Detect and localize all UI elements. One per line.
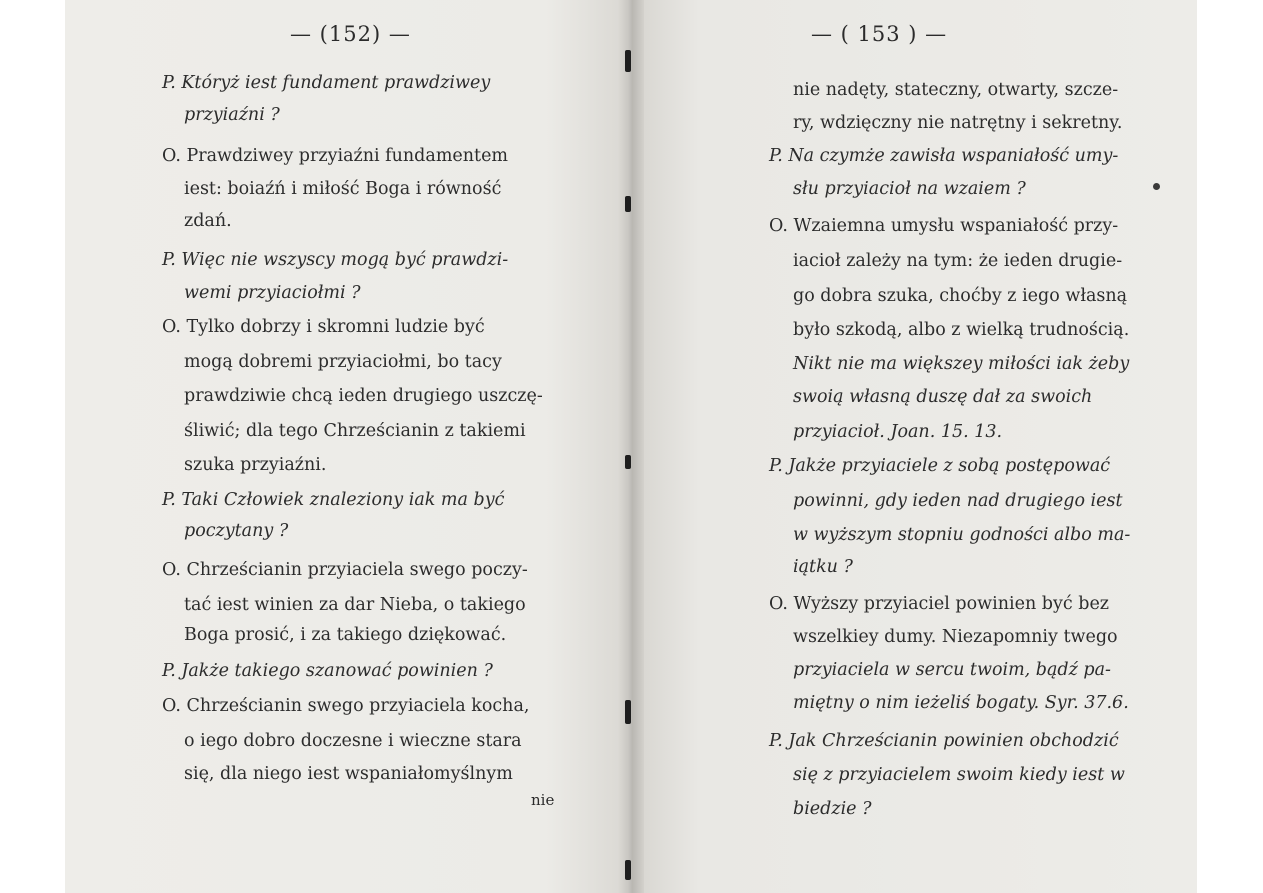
text-line: O. Chrześcianin przyiaciela swego poczy-	[162, 560, 528, 580]
text-line: miętny o nim ieżeliś bogaty. Syr. 37.6.	[793, 693, 1129, 713]
text-line: Nikt nie ma większey miłości iak żeby	[793, 354, 1130, 374]
catchword: nie	[531, 791, 555, 809]
book-gutter	[618, 0, 644, 893]
text-line: iest: boiaźń i miłość Boga i równość	[184, 179, 502, 199]
binding-thread	[625, 860, 631, 880]
text-line: P. Na czymże zawisła wspaniałość umy-	[769, 146, 1119, 166]
text-line: słu przyiacioł na wzaiem ?	[793, 179, 1026, 199]
text-line: ry, wdzięczny nie natrętny i sekretny.	[793, 113, 1123, 133]
text-line: nie nadęty, stateczny, otwarty, szcze-	[793, 80, 1119, 100]
text-line: się, dla niego iest wspaniałomyślnym	[184, 764, 513, 784]
text-line: swoią własną duszę dał za swoich	[793, 387, 1093, 407]
binding-thread	[625, 50, 631, 72]
text-line: przyiaźni ?	[184, 105, 280, 125]
text-line: O. Wyższy przyiaciel powinien być bez	[769, 594, 1110, 614]
binding-thread	[625, 455, 631, 469]
text-line: śliwić; dla tego Chrześcianin z takiemi	[184, 421, 526, 441]
text-line: tać iest winien za dar Nieba, o takiego	[184, 595, 526, 615]
text-line: P. Taki Człowiek znaleziony iak ma być	[162, 490, 505, 510]
text-line: prawdziwie chcą ieden drugiego uszczę-	[184, 386, 543, 406]
ink-spot	[1153, 183, 1160, 190]
text-line: przyiaciela w sercu twoim, bądź pa-	[793, 660, 1111, 680]
text-line: szuka przyiaźni.	[184, 455, 327, 475]
text-line: P. Jakże takiego szanować powinien ?	[162, 661, 493, 681]
text-line: O. Chrześcianin swego przyiaciela kocha,	[162, 696, 530, 716]
binding-thread	[625, 196, 631, 212]
text-line: poczytany ?	[184, 521, 289, 541]
text-line: powinni, gdy ieden nad drugiego iest	[793, 491, 1123, 511]
text-line: P. Więc nie wszyscy mogą być prawdzi-	[162, 250, 509, 270]
right-page	[631, 0, 1197, 893]
binding-thread	[625, 700, 631, 724]
text-line: zdań.	[184, 211, 232, 231]
text-line: O. Prawdziwey przyiaźni fundamentem	[162, 146, 509, 166]
text-line: P. Jak Chrześcianin powinien obchodzić	[769, 731, 1119, 751]
text-line: go dobra szuka, choćby z iego własną	[793, 286, 1128, 306]
text-line: O. Tylko dobrzy i skromni ludzie być	[162, 317, 485, 337]
text-line: wszelkiey dumy. Niezapomniy twego	[793, 627, 1118, 647]
text-line: w wyższym stopniu godności albo ma-	[793, 525, 1131, 545]
text-line: biedzie ?	[793, 799, 872, 819]
text-line: P. Jakże przyiaciele z sobą postępować	[769, 456, 1111, 476]
left-page	[65, 0, 631, 893]
book-spread	[65, 0, 1197, 893]
text-line: przyiacioł. Joan. 15. 13.	[793, 422, 1003, 442]
text-line: iątku ?	[793, 557, 853, 577]
text-line: o iego dobro doczesne i wieczne stara	[184, 731, 522, 751]
left-page-number: — (152) —	[290, 22, 411, 46]
text-line: Boga prosić, i za takiego dziękować.	[184, 625, 507, 645]
text-line: się z przyiacielem swoim kiedy iest w	[793, 765, 1125, 785]
text-line: P. Któryż iest fundament prawdziwey	[162, 73, 491, 93]
text-line: mogą dobremi przyiaciołmi, bo tacy	[184, 352, 502, 372]
text-line: było szkodą, albo z wielką trudnością.	[793, 320, 1130, 340]
right-page-number: — ( 153 ) —	[811, 22, 948, 46]
text-line: O. Wzaiemna umysłu wspaniałość przy-	[769, 216, 1119, 236]
text-line: wemi przyiaciołmi ?	[184, 283, 361, 303]
text-line: iacioł zależy na tym: że ieden drugie-	[793, 251, 1123, 271]
